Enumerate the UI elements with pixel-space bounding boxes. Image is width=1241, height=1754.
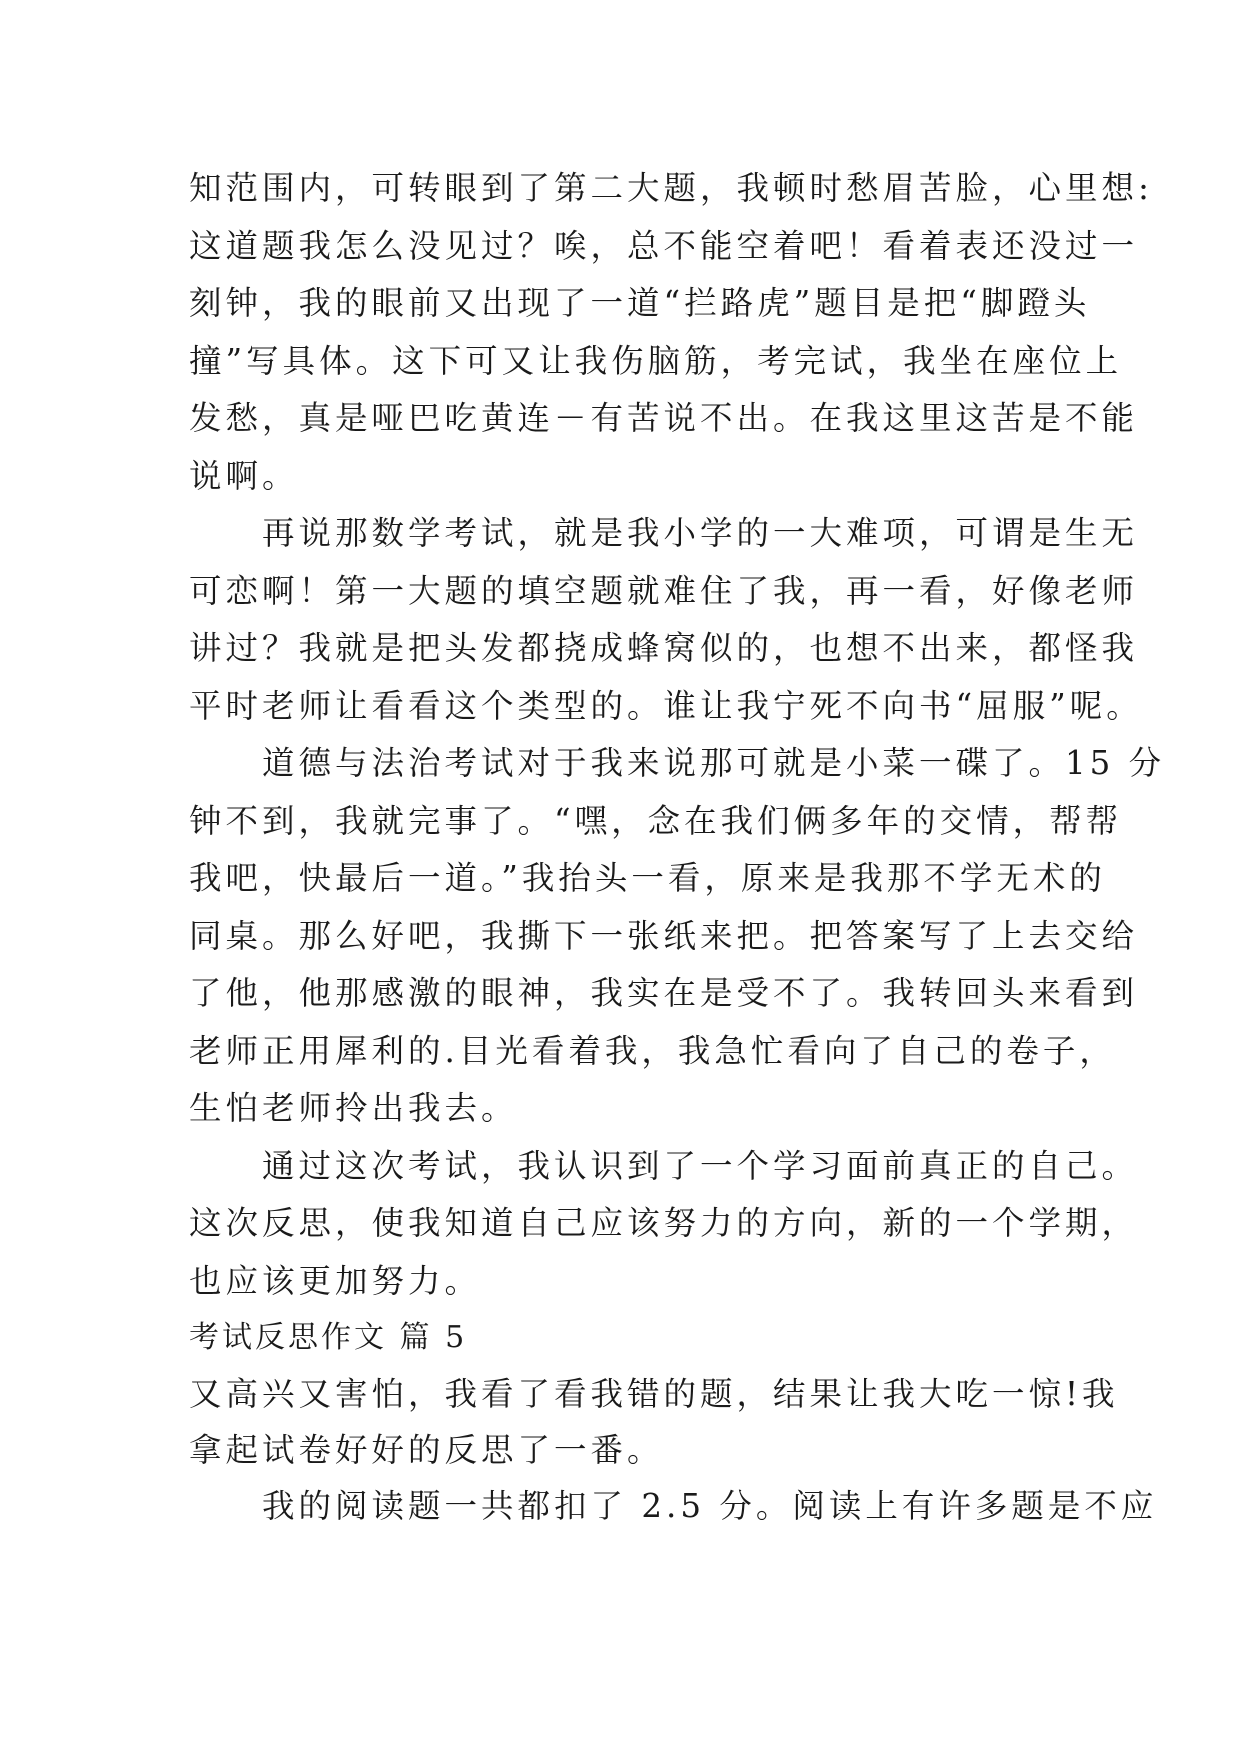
- text-line: 刻钟，我的眼前又出现了一道“拦路虎”题目是把“脚蹬头: [189, 284, 1091, 322]
- text-line: 生怕老师拎出我去。: [189, 1089, 518, 1127]
- text-line: 这道题我怎么没见过？唉，总不能空着吧！看着表还没过一: [189, 226, 1139, 265]
- text-line: 道德与法治考试对于我来说那可就是小菜一碟了。15 分: [189, 744, 1166, 782]
- text-line: 我吧，快最后一道。”我抬头一看，原来是我那不学无术的: [189, 859, 1106, 897]
- text-line: 了他，他那感激的眼神，我实在是受不了。我转回头来看到: [189, 974, 1139, 1012]
- text-line: 老师正用犀利的.目光看着我，我急忙看向了自己的卷子，: [189, 1031, 1116, 1070]
- text-line: 我的阅读题一共都扣了 2.5 分。阅读上有许多题是不应: [189, 1487, 1158, 1525]
- text-line: 讲过？我就是把头发都挠成蜂窝似的，也想不出来，都怪我: [189, 629, 1139, 667]
- text-line: 也应该更加努力。: [189, 1261, 482, 1300]
- text-line: 平时老师让看看这个类型的。谁让我宁死不向书“屈服”呢。: [189, 686, 1143, 725]
- document-body: [189, 160, 1166, 1534]
- section-heading: 考试反思作文 篇 5: [189, 1320, 468, 1355]
- text-line: 撞”写具体。这下可又让我伤脑筋，考完试，我坐在座位上: [189, 341, 1123, 380]
- text-line: 同桌。那么好吧，我撕下一张纸来把。把答案写了上去交给: [189, 916, 1139, 955]
- text-line: 通过这次考试，我认识到了一个学习面前真正的自己。: [189, 1146, 1139, 1185]
- text-line: 知范围内，可转眼到了第二大题，我顿时愁眉苦脸，心里想:: [189, 169, 1153, 207]
- text-line: 钟不到，我就完事了。“嘿，念在我们俩多年的交情，帮帮: [189, 801, 1123, 840]
- text-line: 拿起试卷好好的反思了一番。: [189, 1431, 664, 1469]
- text-line: 又高兴又害怕，我看了看我错的题，结果让我大吃一惊!我: [189, 1375, 1119, 1413]
- text-line: 这次反思，使我知道自己应该努力的方向，新的一个学期，: [189, 1204, 1139, 1242]
- text-line: 发愁，真是哑巴吃黄连－有苦说不出。在我这里这苦是不能: [189, 399, 1139, 437]
- text-line: 可恋啊！第一大题的填空题就难住了我，再一看，好像老师: [189, 571, 1139, 610]
- text-line: 说啊。: [189, 456, 299, 495]
- text-line: 再说那数学考试，就是我小学的一大难项，可谓是生无: [189, 514, 1139, 552]
